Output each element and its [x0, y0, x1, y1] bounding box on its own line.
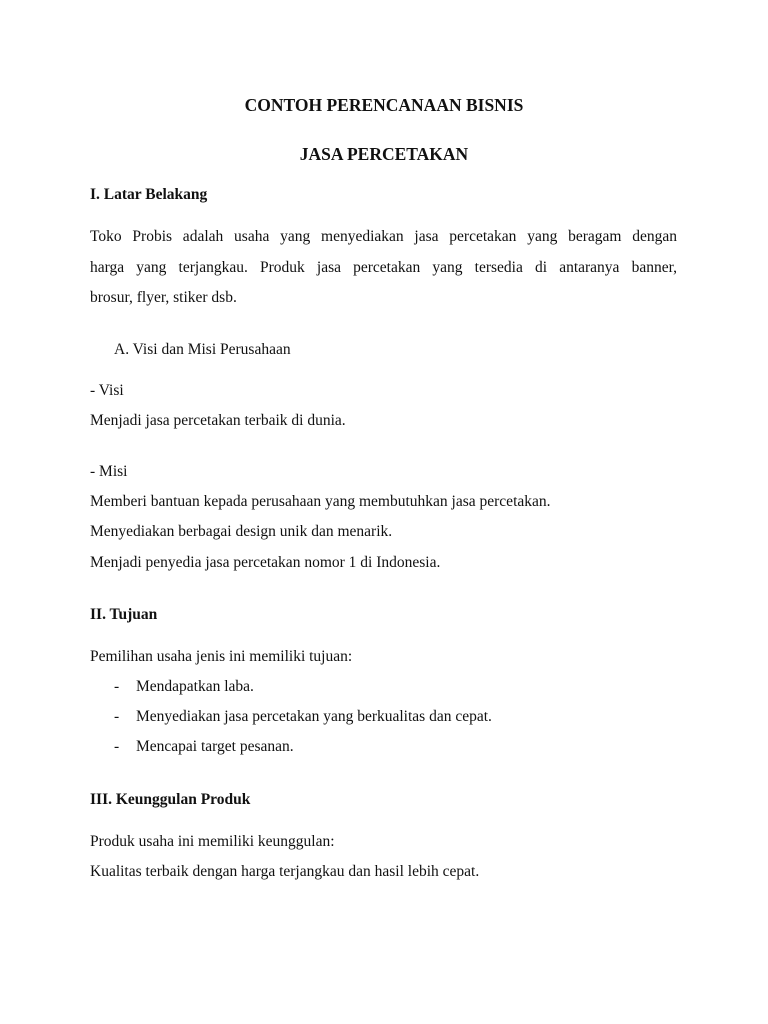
list-item-text: Mendapatkan laba. — [136, 678, 254, 695]
keunggulan-line: Kualitas terbaik dengan harga terjangkau dan hasil lebih cepat. — [90, 863, 480, 880]
list-bullet: - — [114, 708, 120, 725]
subheading-visi-misi: A. Visi dan Misi Perusahaan — [114, 341, 291, 358]
visi-text: Menjadi jasa percetakan terbaik di dunia. — [90, 412, 346, 429]
misi-item: Menjadi penyedia jasa percetakan nomor 1 di Indonesia. — [90, 554, 441, 571]
paragraph-line: Toko Probis adalah usaha yang menyediakan jasa percetakan yang beragam dengan — [90, 228, 677, 245]
section-heading-keunggulan: III. Keunggulan Produk — [90, 791, 251, 808]
keunggulan-line: Produk usaha ini memiliki keunggulan: — [90, 833, 335, 850]
tujuan-intro: Pemilihan usaha jenis ini memiliki tujuan: — [90, 648, 353, 665]
document-subtitle: JASA PERCETAKAN — [299, 144, 469, 164]
misi-item: Menyediakan berbagai design unik dan menarik. — [90, 523, 393, 540]
list-item-text: Menyediakan jasa percetakan yang berkualitas dan cepat. — [136, 708, 492, 725]
document-title: CONTOH PERENCANAAN BISNIS — [244, 95, 524, 115]
misi-item: Memberi bantuan kepada perusahaan yang membutuhkan jasa percetakan. — [90, 493, 551, 510]
list-bullet: - — [114, 738, 120, 755]
list-item-text: Mencapai target pesanan. — [136, 738, 294, 755]
section-heading-tujuan: II. Tujuan — [90, 606, 158, 623]
section-heading-latar-belakang: I. Latar Belakang — [90, 186, 208, 203]
visi-label: - Visi — [90, 382, 124, 399]
paragraph-line: harga yang terjangkau. Produk jasa percetakan yang tersedia di antaranya banner, — [90, 259, 677, 276]
list-bullet: - — [114, 678, 120, 695]
misi-label: - Misi — [90, 463, 128, 480]
paragraph-line: brosur, flyer, stiker dsb. — [90, 289, 237, 306]
